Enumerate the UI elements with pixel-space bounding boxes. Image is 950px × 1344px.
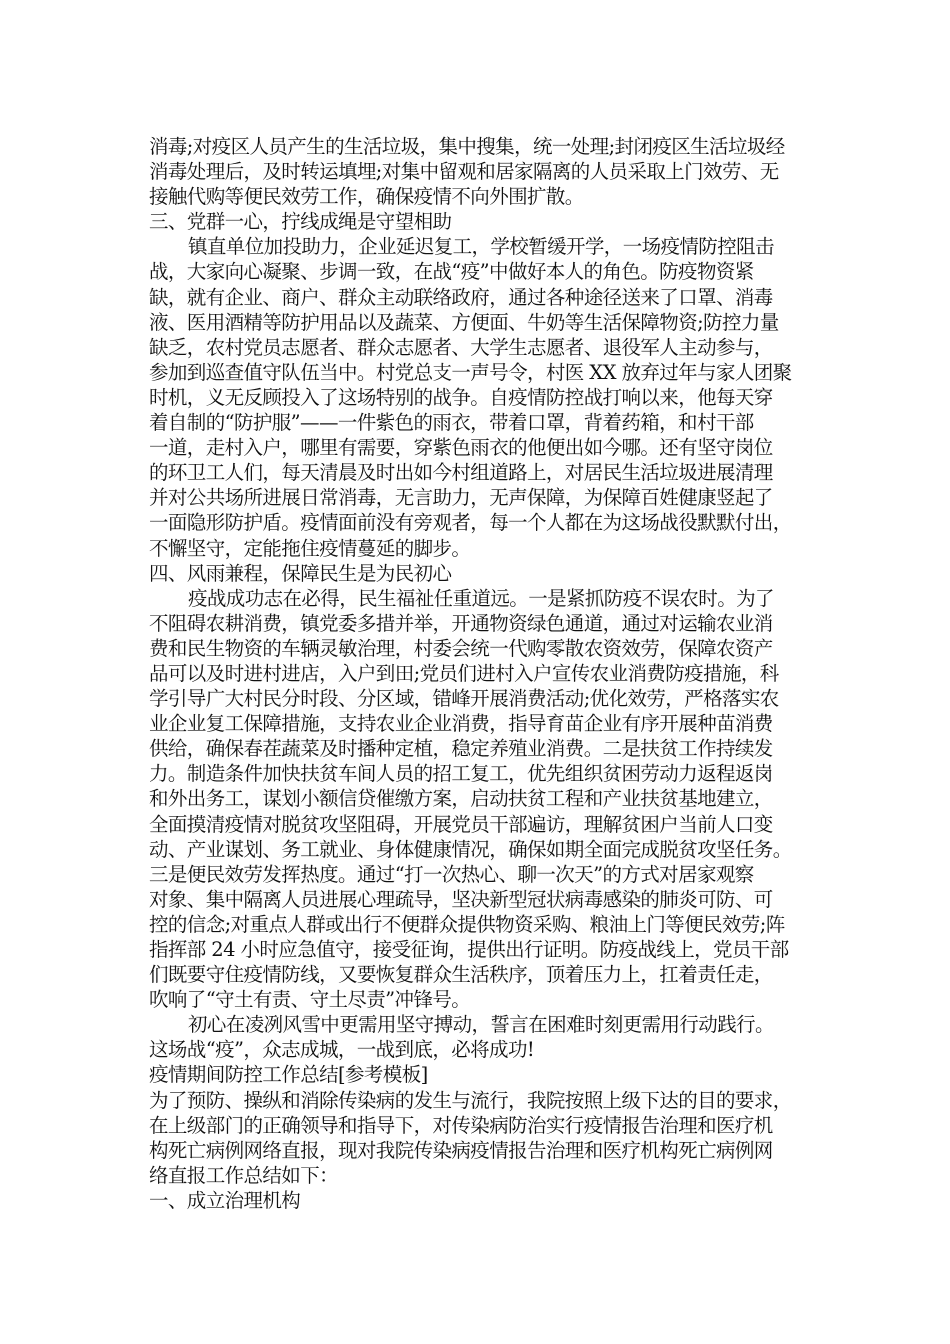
text-line: 学引导广大村民分时段、分区域，错峰开展消费活动;优化效劳，严格落实农	[149, 687, 779, 711]
text-line: 不懈坚守，定能拖住疫情蔓延的脚步。	[149, 536, 471, 560]
text-line: 缺乏，农村党员志愿者、群众志愿者、大学生志愿者、退役军人主动参与，	[149, 335, 773, 359]
text-line: 时机，义无反顾投入了这场特别的战争。自疫情防控战打响以来，他每天穿	[149, 385, 773, 409]
text-line: 费和民生物资的车辆灵敏治理，村委会统一代购零散农资效劳，保障农资产	[149, 636, 773, 660]
text-line: 控的信念;对重点人群或出行不便群众提供物资采购、粮油上门等便民效劳;阵	[149, 912, 785, 936]
text-line: 初心在凌冽风雪中更需用坚守搏动，誓言在困难时刻更需用行动践行。	[188, 1013, 774, 1037]
text-line: 着自制的“防护服”——一件紫色的雨衣，带着口罩，背着药箱，和村干部	[149, 411, 754, 435]
text-line: 指挥部 24 小时应急值守，接受征询，提供出行证明。防疫战线上，党员干部	[149, 938, 789, 961]
text-line: 液、医用酒精等防护用品以及蔬菜、方便面、牛奶等生活保障物资;防控力量	[149, 310, 779, 334]
text-line: 和外出务工，谋划小额信贷催缴方案，启动扶贫工程和产业扶贫基地建立，	[149, 787, 773, 811]
section-heading: 三、党群一心，拧线成绳是守望相助	[149, 210, 452, 234]
text-line: 一道，走村入户，哪里有需要，穿紫色雨衣的他便出如今哪。还有坚守岗位	[149, 436, 773, 460]
section-heading: 四、风雨兼程，保障民生是为民初心	[149, 561, 452, 585]
text-line: 这场战“疫”，众志成城，一战到底，必将成功!	[149, 1038, 535, 1062]
text-line: 并对公共场所进展日常消毒，无言助力，无声保障，为保障百姓健康竖起了	[149, 486, 773, 510]
text-line: 品可以及时进村进店，入户到田;党员们进村入户宣传农业消费防疫措施，科	[149, 661, 779, 685]
text-line: 战，大家向心凝聚、步调一致，在战“疫”中做好本人的角色。防疫物资紧	[149, 260, 754, 284]
text-line: 构死亡病例网络直报，现对我院传染病疫情报告治理和医疗机构死亡病例网	[149, 1138, 773, 1162]
text-line: 不阻碍农耕消费，镇党委多措并举，开通物资绿色通道，通过对运输农业消	[149, 611, 773, 635]
text-line: 缺，就有企业、商户、群众主动联络政府，通过各种途径送来了口罩、消毒	[149, 285, 773, 309]
text-line: 镇直单位加投助力，企业延迟复工，学校暂缓开学，一场疫情防控阻击	[188, 235, 774, 259]
text-line: 动、产业谋划、务工就业、身体健康情况，确保如期全面完成脱贫攻坚任务。	[149, 837, 792, 861]
text-line: 疫战成功志在必得，民生福祉任重道远。一是紧抓防疫不误农时。为了	[188, 586, 774, 610]
text-line: 供给，确保春茬蔬菜及时播种定植，稳定养殖业消费。二是扶贫工作持续发	[149, 737, 773, 761]
text-line: 的环卫工人们，每天清晨及时出如今村组道路上，对居民生活垃圾进展清理	[149, 461, 773, 485]
text-line: 吹响了“守土有责、守土尽责”冲锋号。	[149, 988, 471, 1012]
document-page	[149, 134, 805, 1213]
text-line: 一面隐形防护盾。疫情面前没有旁观者，每一个人都在为这场战役默默付出，	[149, 511, 792, 535]
text-line: 在上级部门的正确领导和指导下，对传染病防治实行疫情报告治理和医疗机	[149, 1113, 773, 1137]
text-line: 为了预防、操纵和消除传染病的发生与流行，我院按照上级下达的目的要求，	[149, 1088, 792, 1112]
text-line: 对象、集中隔离人员进展心理疏导，坚决新型冠状病毒感染的肺炎可防、可	[149, 887, 773, 911]
text-line: 消毒处理后，及时转运填埋;对集中留观和居家隔离的人员采取上门效劳、无	[149, 160, 779, 184]
text-line: 接触代购等便民效劳工作，确保疫情不向外围扩散。	[149, 185, 584, 209]
document-title: 疫情期间防控工作总结[参考模板]	[149, 1063, 428, 1087]
text-line: 们既要守住疫情防线，又要恢复群众生活秩序，顶着压力上，扛着责任走，	[149, 963, 773, 987]
section-heading: 一、成立治理机构	[149, 1188, 301, 1212]
text-line: 参加到巡查值守队伍当中。村党总支一声号令，村医 XX 放弃过年与家人团聚	[149, 360, 792, 384]
text-line: 力。制造条件加快扶贫车间人员的招工复工，优先组织贫困劳动力返程返岗	[149, 762, 773, 786]
text-line: 业企业复工保障措施，支持农业企业消费，指导育苗企业有序开展种苗消费	[149, 712, 773, 736]
text-line: 全面摸清疫情对脱贫攻坚阻碍，开展党员干部遍访，理解贫困户当前人口变	[149, 812, 773, 836]
text-line: 消毒;对疫区人员产生的生活垃圾，集中搜集，统一处理;封闭疫区生活垃圾经	[149, 135, 785, 158]
text-line: 三是便民效劳发挥热度。通过“打一次热心、聊一次天”的方式对居家观察	[149, 862, 754, 886]
text-line: 络直报工作总结如下：	[149, 1163, 339, 1187]
